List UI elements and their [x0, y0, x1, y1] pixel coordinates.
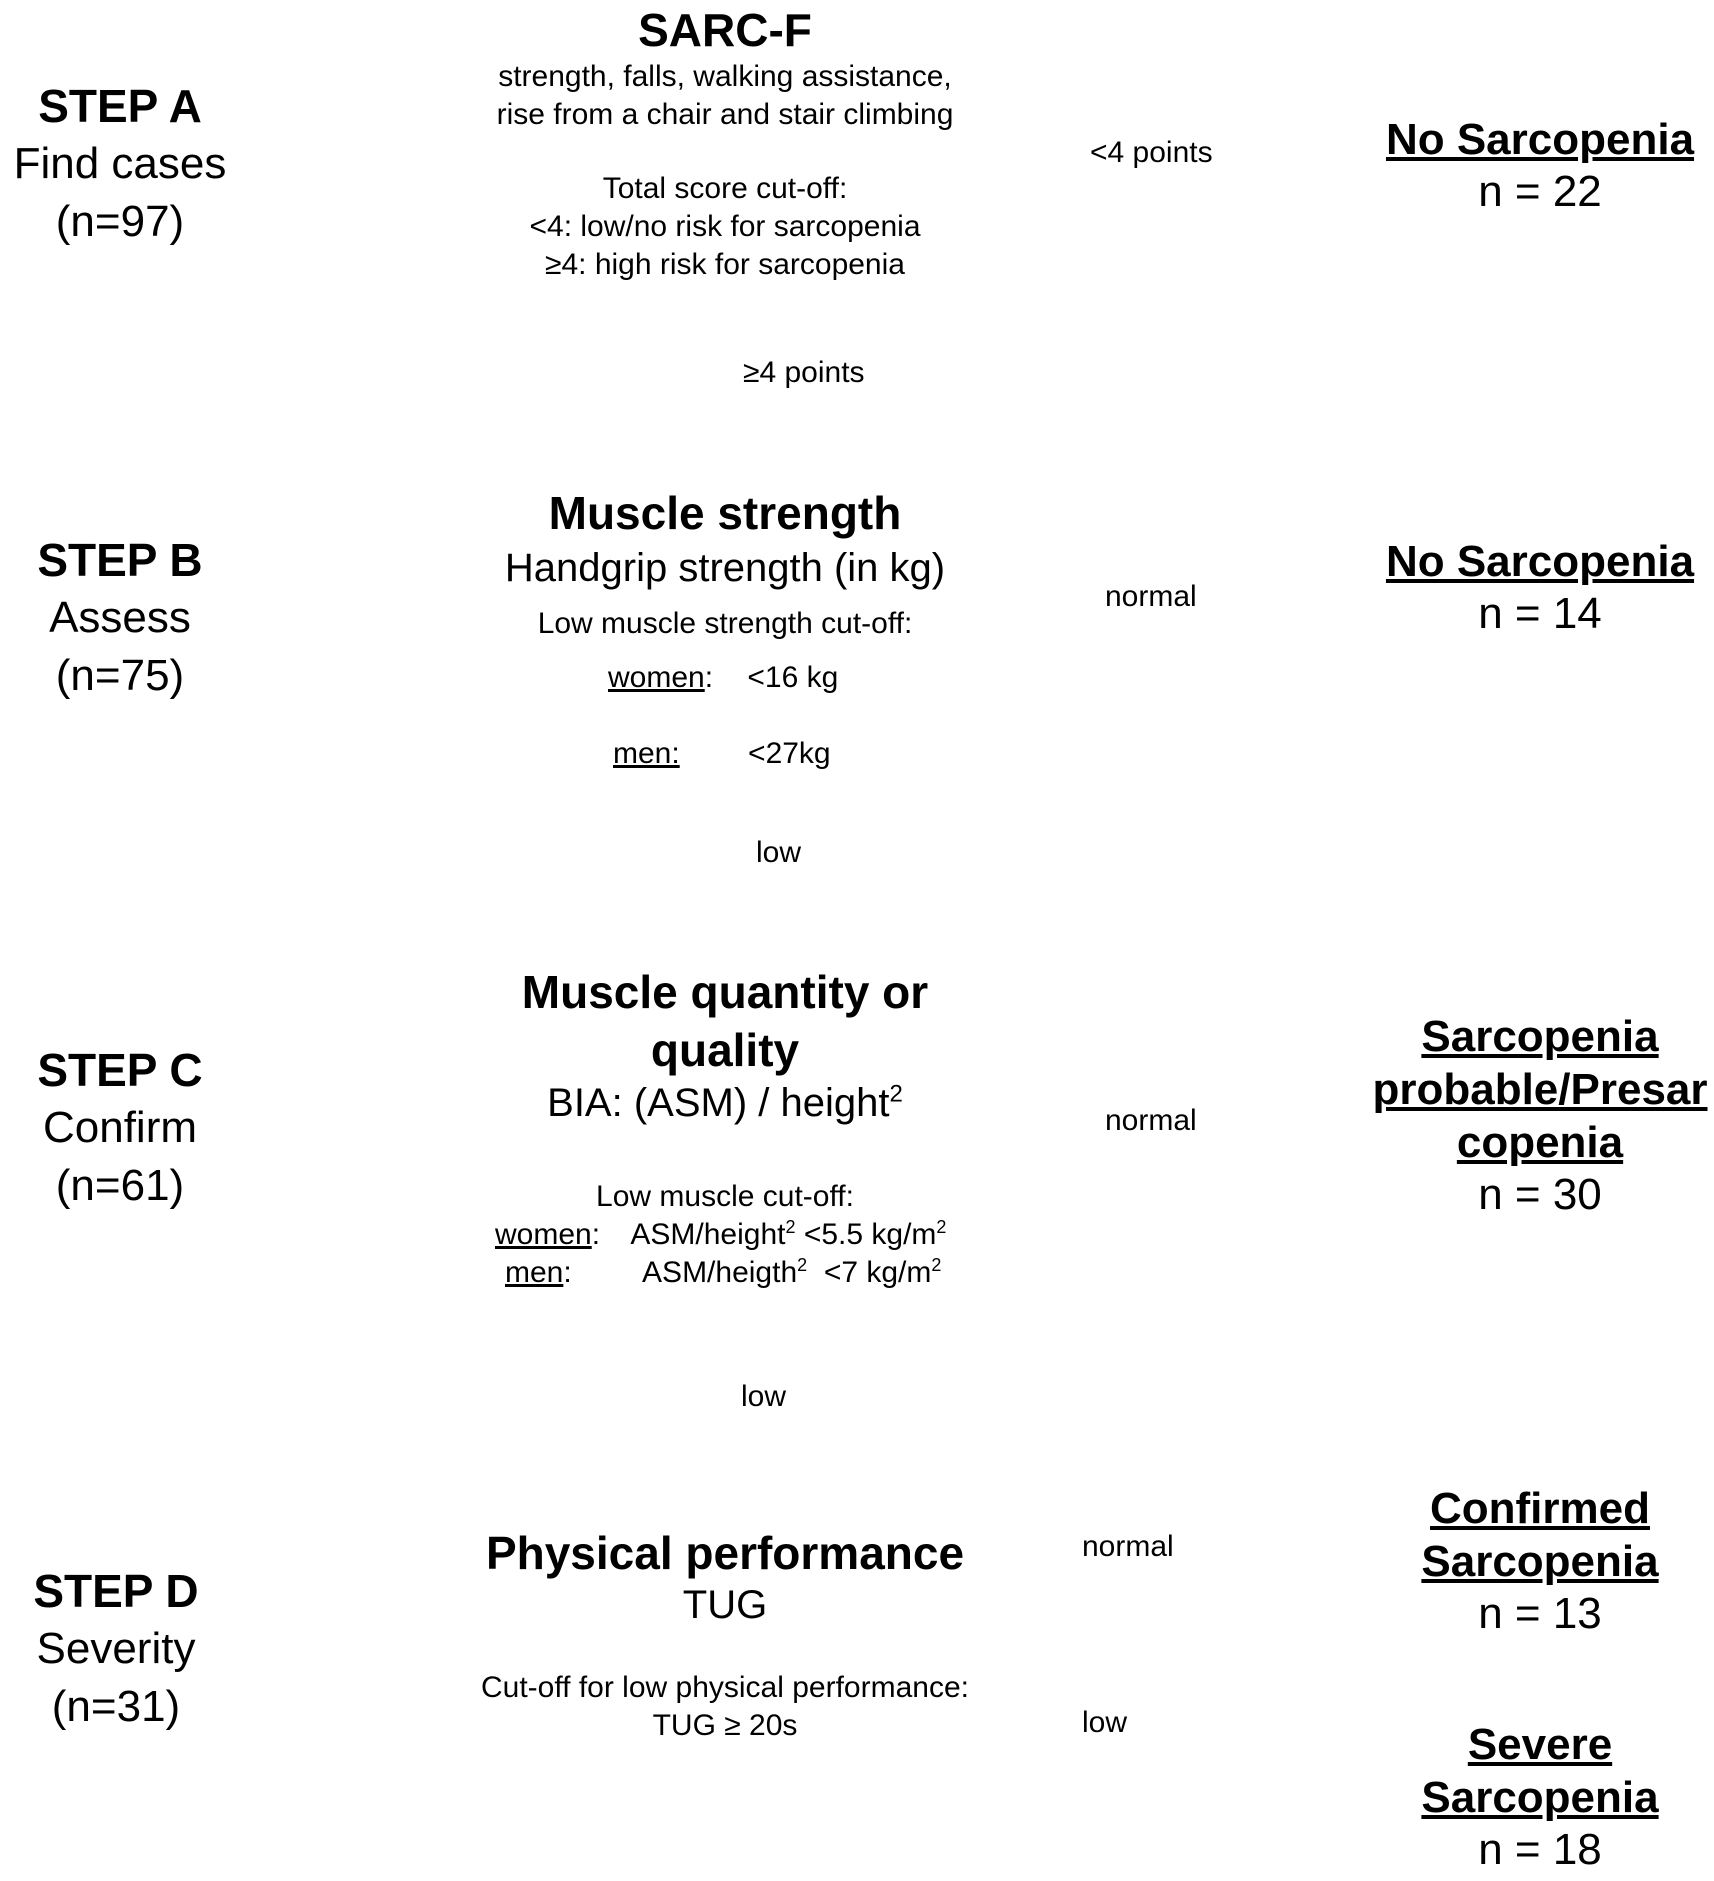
muscle-quantity-men-row: men: ASM/heigth$^2$ <7 $kg/m^2$ [505, 1255, 942, 1289]
women-label: women [608, 661, 705, 694]
step-a-title: STEP A [38, 80, 202, 132]
result-d-confirmed-line1: Confirmed [1430, 1484, 1650, 1533]
sarcf-desc-line2: rise from a chair and stair climbing [496, 98, 954, 131]
result-c-head-line3: copenia [1456, 1118, 1624, 1167]
muscle-quantity-title-line1: Muscle quantity or [521, 966, 929, 1018]
muscle-quantity-subtitle: BIA: (ASM) / height$^2$ [547, 1080, 903, 1125]
result-b [1370, 535, 1710, 640]
step-d-title: STEP D [33, 1565, 199, 1617]
result-d-confirmed [1370, 1482, 1710, 1640]
physical-performance-box [440, 1525, 1010, 1745]
sarcf-cutoff-high: ≥4: high risk for sarcopenia [545, 248, 905, 281]
result-d-confirmed-line2: Sarcopenia [1421, 1537, 1659, 1586]
step-c-title: STEP C [37, 1044, 203, 1096]
result-d-confirmed-count: n = 13 [1478, 1589, 1602, 1638]
branch-b-down-label: low [756, 836, 802, 869]
step-b-title: STEP B [37, 534, 203, 586]
step-d-count: (n=31) [51, 1682, 181, 1731]
step-a-label [0, 77, 240, 251]
step-a-count: (n=97) [55, 197, 185, 246]
physical-performance-cutoff-value: TUG ≥ 20s [652, 1709, 798, 1742]
result-c-head-line2: probable/Presar [1372, 1065, 1708, 1114]
step-c-label [0, 1041, 240, 1215]
sarcf-cutoff-low: <4: low/no risk for sarcopenia [529, 210, 921, 243]
men-value: <27kg [748, 737, 831, 770]
physical-performance-cutoff-title: Cut-off for low physical performance: [481, 1671, 969, 1704]
muscle-quantity-title-line2: quality [650, 1024, 800, 1076]
branch-c-down-label: low [741, 1380, 787, 1413]
step-a-name: Find cases [13, 139, 227, 188]
result-d-severe-line1: Severe [1467, 1720, 1613, 1769]
muscle-strength-box [440, 483, 1010, 643]
physical-performance-subtitle: TUG [682, 1583, 768, 1627]
sarcf-box [440, 2, 1010, 284]
result-a [1370, 113, 1710, 218]
result-d-severe [1370, 1718, 1710, 1876]
muscle-strength-men-row [613, 735, 831, 773]
muscle-strength-cutoff-title: Low muscle strength cut-off: [537, 607, 913, 640]
result-b-head: No Sarcopenia [1385, 537, 1695, 586]
step-d-name: Severity [36, 1624, 196, 1673]
branch-a-right-label: <4 points [1090, 136, 1213, 169]
result-c-head-line1: Sarcopenia [1421, 1012, 1659, 1061]
branch-c-right-label: normal [1105, 1104, 1197, 1137]
muscle-quantity-women-row: women: ASM/height$^2$ <5.5 $kg/m^2$ [495, 1217, 947, 1251]
branch-a-down-label: ≥4 points [743, 356, 865, 389]
result-d-severe-line2: Sarcopenia [1421, 1773, 1659, 1822]
men-label: men: [613, 737, 680, 770]
c-men-label: men [505, 1256, 564, 1289]
step-b-count: (n=75) [55, 651, 185, 700]
muscle-strength-subtitle: Handgrip strength (in kg) [504, 546, 946, 590]
result-a-head: No Sarcopenia [1385, 115, 1695, 164]
physical-performance-title: Physical performance [485, 1527, 965, 1579]
sarcf-cutoff-title: Total score cut-off: [602, 172, 848, 205]
c-women-formula: ASM/height$^2$ <5.5 $kg/m^2$ [630, 1217, 947, 1251]
branch-b-right-label: normal [1105, 580, 1197, 613]
women-sep: : [704, 661, 714, 694]
muscle-strength-title: Muscle strength [548, 487, 902, 539]
step-d-label [0, 1562, 232, 1736]
step-c-count: (n=61) [55, 1161, 185, 1210]
result-a-count: n = 22 [1478, 167, 1602, 216]
branch-d-normal-label: normal [1082, 1530, 1174, 1563]
result-c [1370, 1010, 1710, 1221]
step-c-name: Confirm [42, 1103, 198, 1152]
muscle-quantity-cutoff-title: Low muscle cut-off: [596, 1180, 854, 1213]
step-b-label [0, 531, 240, 705]
muscle-quantity-box [440, 963, 1010, 1127]
c-men-formula: ASM/heigth$^2$ <7 $kg/m^2$ [642, 1255, 942, 1289]
women-value: <16 kg [747, 661, 839, 694]
muscle-strength-women-row [608, 659, 838, 697]
result-c-count: n = 30 [1478, 1170, 1602, 1219]
result-d-severe-count: n = 18 [1478, 1825, 1602, 1874]
branch-d-low-label: low [1082, 1706, 1128, 1739]
result-b-count: n = 14 [1478, 589, 1602, 638]
sarcf-title: SARC-F [638, 4, 812, 56]
c-women-label: women [495, 1218, 592, 1251]
sarcf-desc-line1: strength, falls, walking assistance, [498, 60, 952, 93]
step-b-name: Assess [49, 593, 191, 642]
